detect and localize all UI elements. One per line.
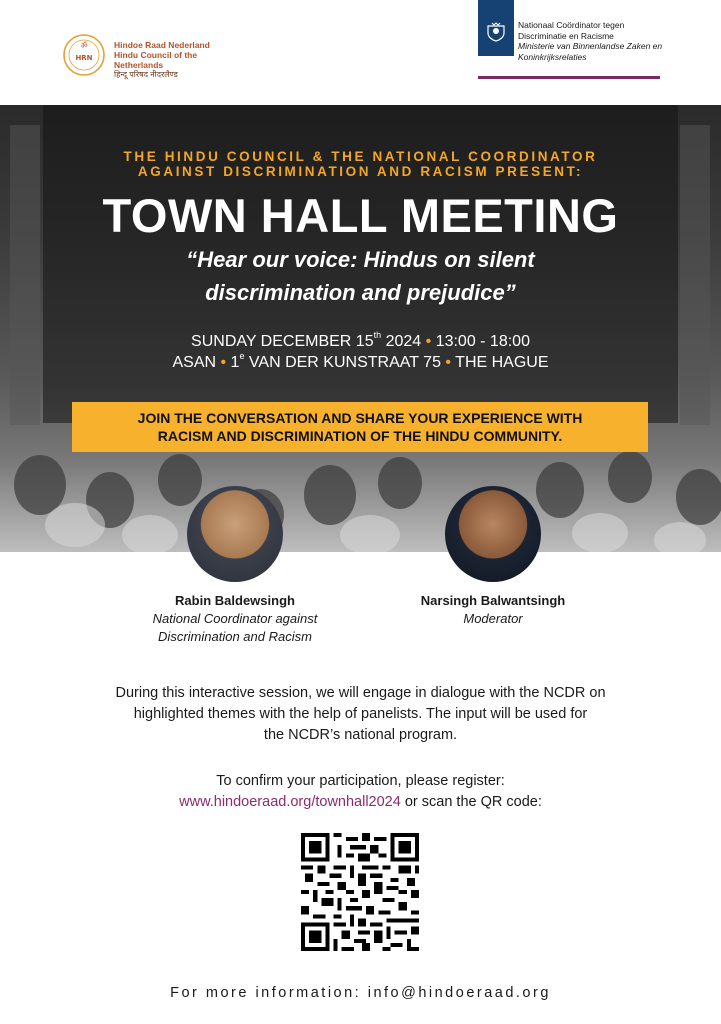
separator-dot: •: [216, 354, 231, 371]
event-date-time: [0, 331, 721, 352]
event-street: VAN DER KUNSTRAAT 75: [244, 354, 441, 371]
hrn-name-en: Hindu Council of the Netherlands: [114, 50, 198, 70]
event-details: [0, 331, 721, 373]
contact-footer: For more information: info@hindoeraad.org: [170, 985, 551, 1001]
description-line2: highlighted themes with the help of panelists. The input will be used for: [133, 706, 588, 722]
subtitle-line2: discrimination and prejudice”: [205, 280, 516, 305]
cta-line1: JOIN THE CONVERSATION AND SHARE YOUR EXPERIENCE WITH: [137, 410, 583, 426]
session-description: [40, 683, 681, 746]
cta-line2: RACISM AND DISCRIMINATION OF THE HINDU COMMUNITY.: [157, 428, 563, 444]
event-venue: ASAN: [172, 354, 217, 371]
separator-dot: •: [421, 333, 436, 350]
description-line1: During this interactive session, we will engage in dialogue with the NCDR on: [115, 685, 606, 701]
registration-info: [40, 771, 681, 813]
speaker-photo-rabin: [187, 486, 283, 582]
dutch-coat-of-arms-icon: [484, 20, 508, 44]
ncdr-line1: Nationaal Coördinator tegen: [518, 20, 625, 30]
speaker-photo-narsingh: [445, 486, 541, 582]
speaker-card: [373, 592, 613, 628]
speaker-name: Narsingh Balwantsingh: [420, 593, 566, 608]
description-line3: the NCDR’s national program.: [263, 727, 458, 743]
event-subtitle: [0, 243, 721, 309]
presenter-line1: THE HINDU COUNCIL & THE NATIONAL COORDINATOR: [123, 149, 598, 164]
svg-text:ॐ: ॐ: [80, 41, 88, 50]
ministry-line1: Ministerie van Binnenlandse Zaken en: [518, 41, 663, 51]
ncdr-name: [518, 20, 668, 62]
registration-link[interactable]: www.hindoeraad.org/townhall2024: [179, 794, 401, 810]
hindu-council-name: [114, 40, 237, 80]
hrn-emblem-text: HRN: [75, 54, 93, 62]
ncdr-logo: [478, 0, 663, 82]
hrn-name-hi: हिन्दू परिषद नीदरलैण्ड: [114, 70, 178, 79]
subtitle-line1: “Hear our voice: Hindus on silent: [186, 247, 535, 272]
ncdr-accent-line: [478, 76, 660, 79]
event-location: [0, 352, 721, 373]
hindu-council-logo: [62, 33, 237, 77]
registration-tail: or scan the QR code:: [400, 794, 542, 810]
event-date-suffix: th: [373, 330, 382, 340]
event-year: 2024: [381, 333, 422, 350]
header: [0, 0, 721, 105]
hrn-name-nl: Hindoe Raad Nederland: [114, 40, 210, 50]
registration-line1: To confirm your participation, please register:: [216, 773, 505, 789]
event-street-number: 1: [230, 354, 240, 371]
speaker-role: National Coordinator against: [152, 611, 318, 626]
event-title: TOWN HALL MEETING: [102, 189, 619, 242]
speaker-role: Discrimination and Racism: [158, 629, 312, 644]
qr-code-icon[interactable]: [301, 833, 419, 951]
event-date: SUNDAY DECEMBER 15: [191, 333, 374, 350]
presenter-line2: AGAINST DISCRIMINATION AND RACISM PRESENT:: [137, 164, 584, 179]
ministry-line2: Koninkrijksrelaties: [518, 51, 587, 62]
speaker-role: Moderator: [463, 611, 523, 626]
event-city: THE HAGUE: [455, 354, 549, 371]
speaker-name: Rabin Baldewsingh: [175, 593, 295, 608]
event-time: 13:00 - 18:00: [435, 333, 530, 350]
presenter-text: [0, 149, 721, 179]
ncdr-line2: Discriminatie en Racisme: [518, 30, 614, 41]
event-street-suffix: e: [239, 351, 245, 361]
hrn-emblem-icon: [62, 33, 106, 77]
speaker-card: [115, 592, 355, 646]
separator-dot: •: [440, 354, 456, 371]
registration-line2: [40, 792, 681, 813]
call-to-action-banner: [72, 402, 648, 452]
